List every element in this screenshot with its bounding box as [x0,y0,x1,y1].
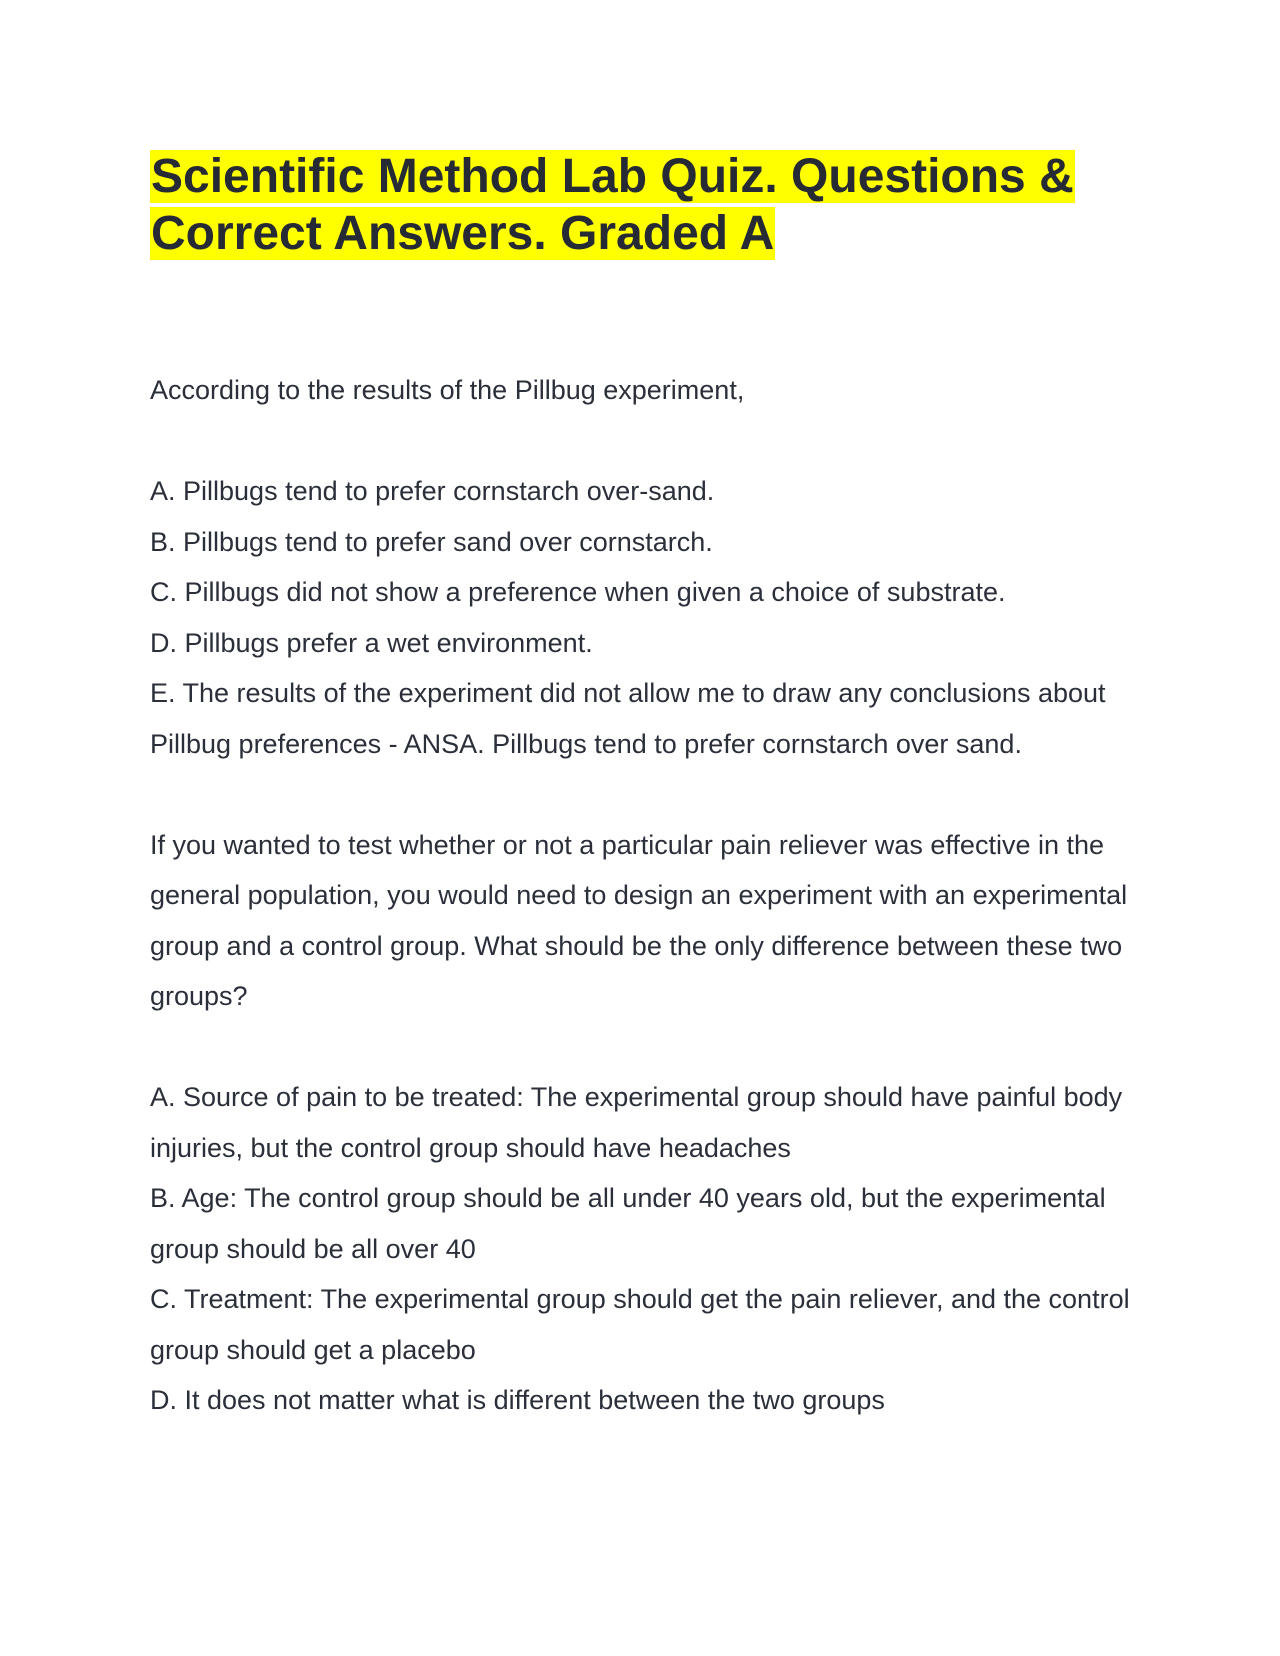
answer-option: A. Pillbugs tend to prefer cornstarch over-sand. [150,476,715,506]
document-header [150,148,1140,262]
answer-option: B. Age: The control group should be all under 40 years old, but the experimental group should be all over 40 [150,1183,1106,1264]
title-highlight: Scientific Method Lab Quiz. Questions & Correct Answers. Graded A [151,150,1074,260]
answer-option: D. It does not matter what is different between the two groups [150,1385,885,1415]
paragraph-spacer [150,416,1140,467]
document-title [150,148,1140,262]
quiz-content [150,365,1140,1426]
paragraph-spacer [150,769,1140,820]
answer-option: C. Pillbugs did not show a preference when given a choice of substrate. [150,577,1006,607]
paragraph-spacer [150,1022,1140,1073]
answer-option: B. Pillbugs tend to prefer sand over cornstarch. [150,526,713,557]
answer-option: A. Source of pain to be treated: The experimental group should have painful body injuries, but the control group should have headaches [150,1082,1123,1163]
answer-option: C. Treatment: The experimental group should get the pain reliever, and the control group should get a placebo [150,1284,1130,1365]
question-block-2 [150,820,1140,1426]
question-prompt: If you wanted to test whether or not a particular pain reliever was effective in the general population, you would need to design an experiment with an experimental group and a control group. What should be the only difference between these two groups? [150,829,1128,1011]
question-block-1 [150,365,1140,769]
question-prompt: According to the results of the Pillbug experiment, [150,375,745,405]
answer-option: E. The results of the experiment did not allow me to draw any conclusions about Pillbug preferences - ANSA. Pillbugs tend to prefer cornstarch over sand. [150,678,1106,759]
answer-option: D. Pillbugs prefer a wet environment. [150,627,593,658]
